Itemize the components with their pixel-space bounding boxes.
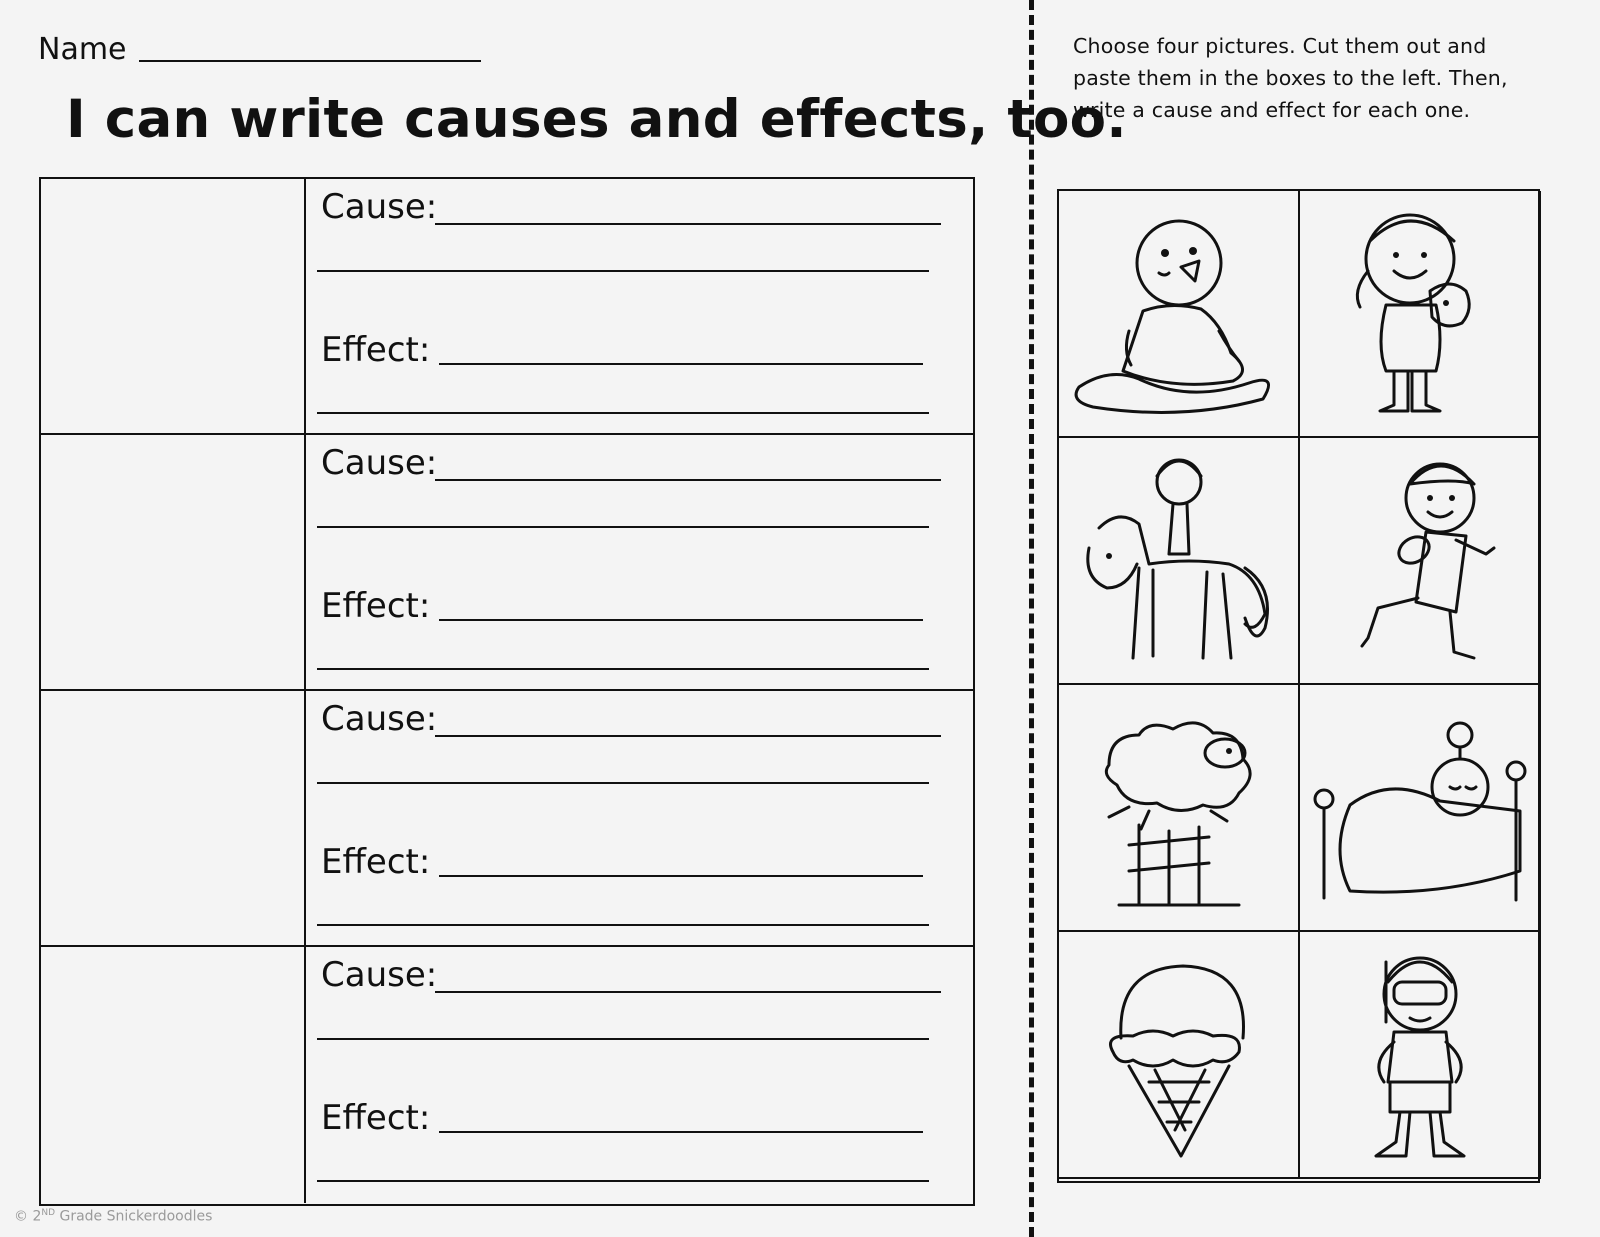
picture-grid [1057, 189, 1540, 1183]
instructions [1073, 30, 1533, 126]
picture-cell[interactable] [1300, 438, 1541, 685]
cause-write-line-2[interactable] [317, 1038, 929, 1040]
cause-write-line-2[interactable] [317, 526, 929, 528]
picture-cell[interactable] [1300, 685, 1541, 932]
cause-effect-row [41, 947, 973, 1203]
effect-write-line[interactable] [439, 363, 923, 365]
picture-cell[interactable] [1300, 932, 1541, 1179]
effect-write-line-2[interactable] [317, 1180, 929, 1182]
effect-write-line-2[interactable] [317, 924, 929, 926]
cause-effect-row [41, 435, 973, 691]
paste-picture-box[interactable] [41, 179, 306, 433]
girl-hugging-puppy-icon [1310, 201, 1530, 426]
cause-effect-row [41, 691, 973, 947]
copyright-notice [14, 1208, 212, 1225]
boy-with-snorkel-icon [1310, 942, 1530, 1167]
girl-sleeping-in-bed-icon [1310, 695, 1530, 920]
picture-cell[interactable] [1059, 932, 1300, 1179]
copyright-suffix: Grade Snickerdoodles [55, 1208, 213, 1225]
picture-cell[interactable] [1059, 438, 1300, 685]
cause-write-line[interactable] [435, 223, 941, 225]
instructions-line: write a cause and effect for each one. [1073, 98, 1471, 122]
cause-label: Cause: [321, 443, 438, 483]
instructions-line: Choose four pictures. Cut them out and [1073, 34, 1487, 58]
picture-cell[interactable] [1059, 191, 1300, 438]
paste-picture-box[interactable] [41, 947, 306, 1203]
effect-write-line-2[interactable] [317, 668, 929, 670]
effect-label: Effect: [321, 1098, 431, 1138]
cause-label: Cause: [321, 699, 438, 739]
cause-write-line-2[interactable] [317, 782, 929, 784]
cause-label: Cause: [321, 187, 438, 227]
cause-effect-table [39, 177, 975, 1206]
copyright-superscript: ND [41, 1208, 56, 1218]
cause-write-line[interactable] [435, 479, 941, 481]
picture-cell[interactable] [1059, 685, 1300, 932]
cause-write-line[interactable] [435, 991, 941, 993]
sheep-jumping-fence-icon [1069, 695, 1289, 920]
instructions-line: paste them in the boxes to the left. Then, [1073, 66, 1508, 90]
picture-cell[interactable] [1300, 191, 1541, 438]
melting-snowman-icon [1069, 201, 1289, 426]
copyright-prefix: © 2 [14, 1208, 42, 1225]
name-write-line[interactable] [139, 59, 481, 62]
name-row [38, 32, 481, 68]
effect-label: Effect: [321, 586, 431, 626]
effect-label: Effect: [321, 842, 431, 882]
cause-label: Cause: [321, 955, 438, 995]
cause-write-line[interactable] [435, 735, 941, 737]
name-label: Name [38, 32, 127, 67]
boy-running-with-football-icon [1310, 448, 1530, 673]
effect-label: Effect: [321, 330, 431, 370]
effect-write-line-2[interactable] [317, 412, 929, 414]
cause-effect-row [41, 179, 973, 435]
girl-riding-horse-icon [1069, 448, 1289, 673]
effect-write-line[interactable] [439, 875, 923, 877]
effect-write-line[interactable] [439, 1131, 923, 1133]
cut-line-divider [1029, 0, 1034, 1237]
worksheet-title: I can write causes and effects, too. [66, 89, 1127, 150]
effect-write-line[interactable] [439, 619, 923, 621]
cause-write-line-2[interactable] [317, 270, 929, 272]
paste-picture-box[interactable] [41, 691, 306, 945]
paste-picture-box[interactable] [41, 435, 306, 689]
ice-cream-cone-icon [1069, 942, 1289, 1167]
